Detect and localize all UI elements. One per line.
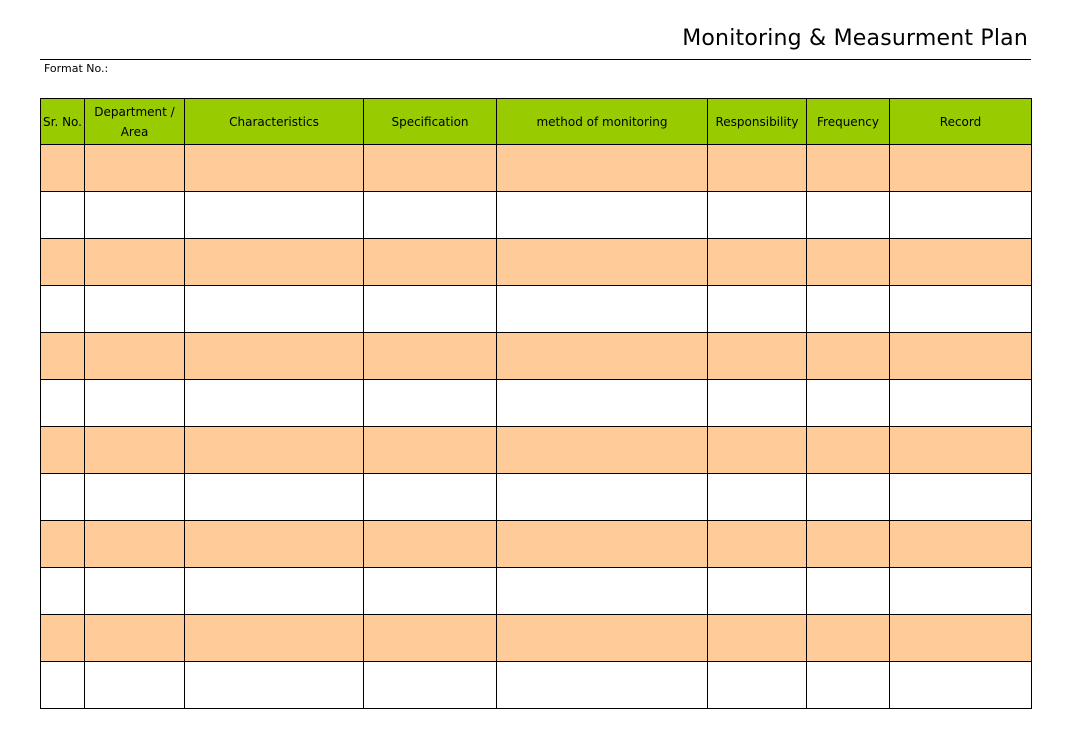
table-cell-department-area[interactable] bbox=[85, 239, 185, 286]
table-cell-sr-no[interactable] bbox=[41, 333, 85, 380]
table-cell-sr-no[interactable] bbox=[41, 568, 85, 615]
table-cell-method-of-monitoring[interactable] bbox=[497, 145, 708, 192]
table-cell-sr-no[interactable] bbox=[41, 239, 85, 286]
table-cell-department-area[interactable] bbox=[85, 192, 185, 239]
table-cell-sr-no[interactable] bbox=[41, 474, 85, 521]
title-divider bbox=[40, 59, 1031, 60]
table-cell-responsibility[interactable] bbox=[708, 333, 807, 380]
table-cell-sr-no[interactable] bbox=[41, 380, 85, 427]
table-cell-method-of-monitoring[interactable] bbox=[497, 568, 708, 615]
table-cell-specification[interactable] bbox=[364, 427, 497, 474]
table-cell-frequency[interactable] bbox=[807, 615, 890, 662]
table-cell-record[interactable] bbox=[890, 662, 1032, 709]
table-row bbox=[41, 286, 1032, 333]
table-cell-specification[interactable] bbox=[364, 568, 497, 615]
monitoring-plan-table bbox=[40, 98, 1032, 709]
table-cell-record[interactable] bbox=[890, 145, 1032, 192]
table-cell-record[interactable] bbox=[890, 568, 1032, 615]
table-cell-method-of-monitoring[interactable] bbox=[497, 239, 708, 286]
table-cell-responsibility[interactable] bbox=[708, 615, 807, 662]
table-cell-frequency[interactable] bbox=[807, 380, 890, 427]
table-cell-responsibility[interactable] bbox=[708, 568, 807, 615]
table-cell-sr-no[interactable] bbox=[41, 427, 85, 474]
table-cell-specification[interactable] bbox=[364, 145, 497, 192]
column-header-responsibility: Responsibility bbox=[708, 99, 807, 145]
table-cell-characteristics[interactable] bbox=[185, 239, 364, 286]
table-row bbox=[41, 239, 1032, 286]
table-cell-responsibility[interactable] bbox=[708, 192, 807, 239]
table-cell-record[interactable] bbox=[890, 380, 1032, 427]
column-header-record: Record bbox=[890, 99, 1032, 145]
table-cell-record[interactable] bbox=[890, 239, 1032, 286]
table-cell-department-area[interactable] bbox=[85, 662, 185, 709]
column-header-characteristics: Characteristics bbox=[185, 99, 364, 145]
table-cell-frequency[interactable] bbox=[807, 427, 890, 474]
table-cell-frequency[interactable] bbox=[807, 239, 890, 286]
table-cell-department-area[interactable] bbox=[85, 380, 185, 427]
document-title: Monitoring & Measurment Plan bbox=[682, 26, 1028, 51]
table-cell-record[interactable] bbox=[890, 615, 1032, 662]
table-cell-record[interactable] bbox=[890, 333, 1032, 380]
table-cell-sr-no[interactable] bbox=[41, 145, 85, 192]
column-header-method-of-monitoring: method of monitoring bbox=[497, 99, 708, 145]
table-cell-characteristics[interactable] bbox=[185, 615, 364, 662]
table-cell-frequency[interactable] bbox=[807, 286, 890, 333]
table-row bbox=[41, 145, 1032, 192]
table-row bbox=[41, 380, 1032, 427]
table-cell-frequency[interactable] bbox=[807, 662, 890, 709]
column-header-department-area: Department / Area bbox=[85, 99, 185, 145]
table-cell-specification[interactable] bbox=[364, 333, 497, 380]
table-cell-frequency[interactable] bbox=[807, 145, 890, 192]
table-cell-frequency[interactable] bbox=[807, 521, 890, 568]
table-cell-frequency[interactable] bbox=[807, 568, 890, 615]
table-cell-characteristics[interactable] bbox=[185, 286, 364, 333]
table-cell-method-of-monitoring[interactable] bbox=[497, 521, 708, 568]
table-cell-specification[interactable] bbox=[364, 662, 497, 709]
table-cell-record[interactable] bbox=[890, 427, 1032, 474]
column-header-frequency: Frequency bbox=[807, 99, 890, 145]
table-cell-record[interactable] bbox=[890, 521, 1032, 568]
table-cell-method-of-monitoring[interactable] bbox=[497, 474, 708, 521]
table-cell-sr-no[interactable] bbox=[41, 521, 85, 568]
table-cell-characteristics[interactable] bbox=[185, 521, 364, 568]
table-cell-characteristics[interactable] bbox=[185, 474, 364, 521]
table-cell-characteristics[interactable] bbox=[185, 192, 364, 239]
table-cell-specification[interactable] bbox=[364, 615, 497, 662]
table-row bbox=[41, 662, 1032, 709]
table-header-row bbox=[41, 99, 1032, 145]
table-cell-sr-no[interactable] bbox=[41, 615, 85, 662]
table-cell-department-area[interactable] bbox=[85, 474, 185, 521]
table-cell-method-of-monitoring[interactable] bbox=[497, 192, 708, 239]
table-row bbox=[41, 615, 1032, 662]
table-cell-department-area[interactable] bbox=[85, 521, 185, 568]
table-row bbox=[41, 333, 1032, 380]
table-cell-specification[interactable] bbox=[364, 380, 497, 427]
table-cell-department-area[interactable] bbox=[85, 333, 185, 380]
table-cell-method-of-monitoring[interactable] bbox=[497, 286, 708, 333]
table-cell-record[interactable] bbox=[890, 474, 1032, 521]
column-header-specification: Specification bbox=[364, 99, 497, 145]
table-cell-specification[interactable] bbox=[364, 286, 497, 333]
table-row bbox=[41, 192, 1032, 239]
table-cell-sr-no[interactable] bbox=[41, 662, 85, 709]
format-number-label: Format No.: bbox=[44, 62, 109, 75]
table-cell-frequency[interactable] bbox=[807, 474, 890, 521]
table-cell-sr-no[interactable] bbox=[41, 286, 85, 333]
table-cell-characteristics[interactable] bbox=[185, 568, 364, 615]
table-cell-sr-no[interactable] bbox=[41, 192, 85, 239]
table-cell-responsibility[interactable] bbox=[708, 286, 807, 333]
table-row bbox=[41, 568, 1032, 615]
table-row bbox=[41, 474, 1032, 521]
table-cell-method-of-monitoring[interactable] bbox=[497, 662, 708, 709]
table-cell-department-area[interactable] bbox=[85, 145, 185, 192]
table-cell-specification[interactable] bbox=[364, 474, 497, 521]
table-cell-responsibility[interactable] bbox=[708, 239, 807, 286]
table-cell-responsibility[interactable] bbox=[708, 662, 807, 709]
table-cell-record[interactable] bbox=[890, 286, 1032, 333]
table-cell-method-of-monitoring[interactable] bbox=[497, 333, 708, 380]
table-cell-responsibility[interactable] bbox=[708, 521, 807, 568]
table-cell-characteristics[interactable] bbox=[185, 333, 364, 380]
table-cell-responsibility[interactable] bbox=[708, 380, 807, 427]
column-header-sr-no: Sr. No. bbox=[41, 99, 85, 145]
table-cell-department-area[interactable] bbox=[85, 286, 185, 333]
table-row bbox=[41, 521, 1032, 568]
table-cell-characteristics[interactable] bbox=[185, 145, 364, 192]
table-cell-department-area[interactable] bbox=[85, 568, 185, 615]
table-cell-specification[interactable] bbox=[364, 192, 497, 239]
table-row bbox=[41, 427, 1032, 474]
table-cell-department-area[interactable] bbox=[85, 427, 185, 474]
table-cell-responsibility[interactable] bbox=[708, 145, 807, 192]
table-cell-department-area[interactable] bbox=[85, 615, 185, 662]
table-cell-frequency[interactable] bbox=[807, 333, 890, 380]
table-body bbox=[41, 145, 1032, 709]
table-cell-specification[interactable] bbox=[364, 239, 497, 286]
table-cell-characteristics[interactable] bbox=[185, 380, 364, 427]
table-cell-specification[interactable] bbox=[364, 521, 497, 568]
table-cell-characteristics[interactable] bbox=[185, 427, 364, 474]
table-cell-method-of-monitoring[interactable] bbox=[497, 380, 708, 427]
table-cell-method-of-monitoring[interactable] bbox=[497, 615, 708, 662]
table-cell-responsibility[interactable] bbox=[708, 427, 807, 474]
table-cell-responsibility[interactable] bbox=[708, 474, 807, 521]
table-cell-characteristics[interactable] bbox=[185, 662, 364, 709]
table-cell-method-of-monitoring[interactable] bbox=[497, 427, 708, 474]
table-cell-record[interactable] bbox=[890, 192, 1032, 239]
table-cell-frequency[interactable] bbox=[807, 192, 890, 239]
